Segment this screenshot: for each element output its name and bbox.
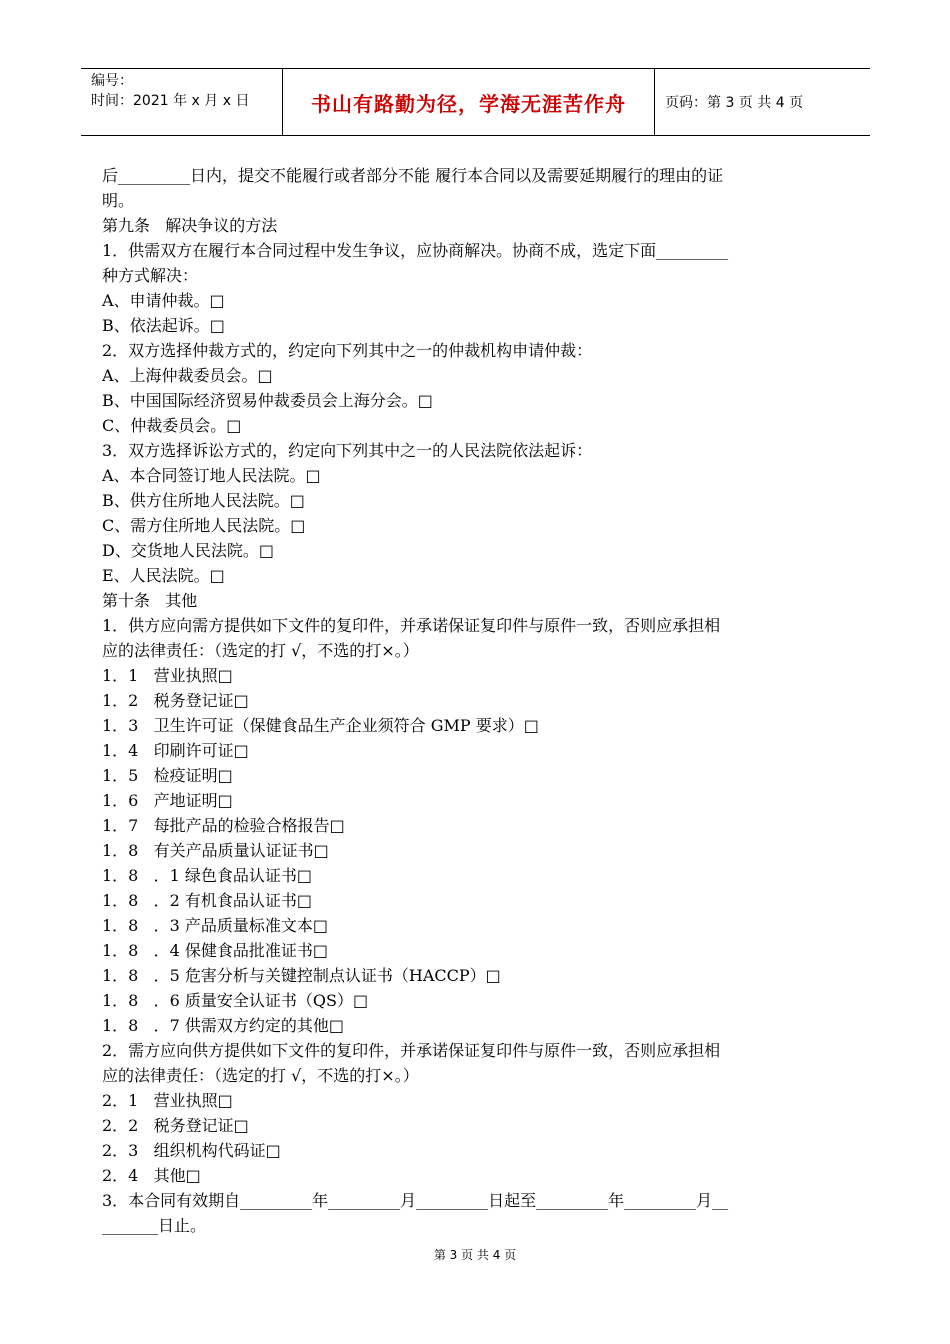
- text-line: 应的法律责任：（选定的打 √，不选的打×。）: [102, 1066, 419, 1085]
- document-body: [102, 163, 850, 1238]
- option-line: D、交货地人民法院。□: [102, 541, 274, 560]
- option-line: 1．8 ．7 供需双方约定的其他□: [102, 1016, 345, 1035]
- option-line: 2．1 营业执照□: [102, 1091, 233, 1110]
- text-line: 2．需方应向供方提供如下文件的复印件，并承诺保证复印件与原件一致，否则应承担相: [102, 1041, 721, 1060]
- option-line: A、上海仲裁委员会。□: [102, 366, 273, 385]
- option-line: 1．8 ．5 危害分析与关键控制点认证书（HACCP）□: [102, 966, 501, 985]
- option-line: C、仲裁委员会。□: [102, 416, 242, 435]
- header-page-code: 页码：第 3 页 共 4 页: [665, 95, 804, 111]
- text-line: 3．双方选择诉讼方式的，约定向下列其中之一的人民法院依法起诉：: [102, 441, 593, 460]
- option-line: E、人民法院。□: [102, 566, 225, 585]
- section-heading: 第十条 其他: [102, 591, 198, 610]
- option-line: 2．2 税务登记证□: [102, 1116, 249, 1135]
- option-line: C、需方住所地人民法院。□: [102, 516, 306, 535]
- option-line: 1．8 ．4 保健食品批准证书□: [102, 941, 329, 960]
- option-line: 1．5 检疫证明□: [102, 766, 233, 785]
- option-line: A、申请仲裁。□: [102, 291, 225, 310]
- option-line: 1．8 ．2 有机食品认证书□: [102, 891, 313, 910]
- page-header: [81, 68, 870, 136]
- option-line: 1．8 ．6 质量安全认证书（QS）□: [102, 991, 369, 1010]
- text-line: 2．双方选择仲裁方式的，约定向下列其中之一的仲裁机构申请仲裁：: [102, 341, 593, 360]
- text-line: 应的法律责任：（选定的打 √，不选的打×。）: [102, 641, 419, 660]
- option-line: A、本合同签订地人民法院。□: [102, 466, 321, 485]
- option-line: 1．8 ．1 绿色食品认证书□: [102, 866, 313, 885]
- option-line: 1．3 卫生许可证（保健食品生产企业须符合 GMP 要求）□: [102, 716, 539, 735]
- option-line: B、中国国际经济贸易仲裁委员会上海分会。□: [102, 391, 433, 410]
- section-heading: 第九条 解决争议的方法: [102, 216, 278, 235]
- header-motto-cell: [282, 69, 655, 135]
- text-line: 后_________日内，提交不能履行或者部分不能 履行本合同以及需要延期履行的理由的证: [102, 166, 724, 185]
- text-line: 种方式解决：: [102, 266, 199, 285]
- text-line: 1．供需双方在履行本合同过程中发生争议，应协商解决。协商不成，选定下面_________: [102, 241, 729, 260]
- option-line: 2．3 组织机构代码证□: [102, 1141, 281, 1160]
- text-line: 1．供方应向需方提供如下文件的复印件，并承诺保证复印件与原件一致，否则应承担相: [102, 616, 721, 635]
- option-line: 2．4 其他□: [102, 1166, 201, 1185]
- header-motto: 书山有路勤为径，学海无涯苦作舟: [311, 91, 626, 116]
- option-line: 1．1 营业执照□: [102, 666, 233, 685]
- option-line: B、供方住所地人民法院。□: [102, 491, 305, 510]
- header-meta: [81, 69, 282, 135]
- option-line: 1．4 印刷许可证□: [102, 741, 249, 760]
- text-line: 明。: [102, 191, 135, 210]
- page-footer: 第 3 页 共 4 页: [433, 1248, 517, 1262]
- text-line: _______日止。: [102, 1216, 207, 1235]
- text-line: 3．本合同有效期自_________年_________月_________日起至_________年_________月__: [102, 1191, 729, 1210]
- option-line: 1．7 每批产品的检验合格报告□: [102, 816, 345, 835]
- option-line: B、依法起诉。□: [102, 316, 225, 335]
- header-time-label: 时间：2021 年 x 月 x 日: [91, 93, 250, 109]
- header-number-label: 编号：: [91, 73, 133, 89]
- option-line: 1．8 有关产品质量认证证书□: [102, 841, 329, 860]
- option-line: 1．8 ．3 产品质量标准文本□: [102, 916, 329, 935]
- option-line: 1．2 税务登记证□: [102, 691, 249, 710]
- option-line: 1．6 产地证明□: [102, 791, 233, 810]
